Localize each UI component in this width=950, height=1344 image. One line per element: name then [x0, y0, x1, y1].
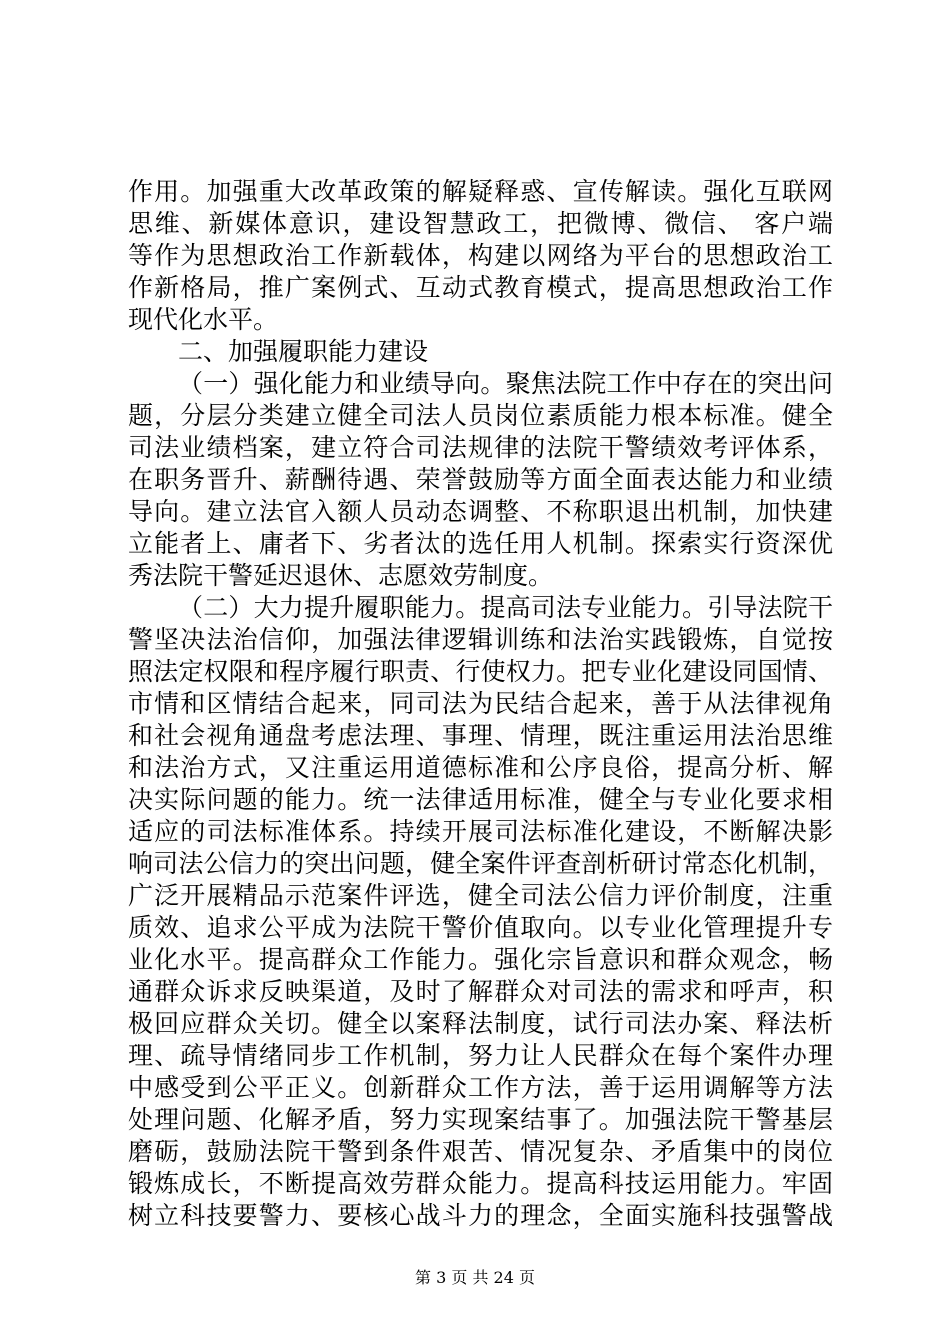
document-body [128, 176, 833, 1232]
text-line: 导向。建立法官入额人员动态调整、不称职退出机制，加快建 [128, 497, 833, 526]
text-line: 理、疏导情绪同步工作机制，努力让人民群众在每个案件办理 [128, 1041, 833, 1070]
text-line: 司法业绩档案，建立符合司法规律的法院干警绩效考评体系， [128, 433, 833, 462]
text-line: 照法定权限和程序履行职责、行使权力。把专业化建设同国情、 [128, 657, 833, 686]
text-line: （一）强化能力和业绩导向。聚焦法院工作中存在的突出问 [178, 369, 833, 398]
text-line: 处理问题、化解矛盾，努力实现案结事了。加强法院干警基层 [128, 1105, 833, 1134]
text-line: 磨砺，鼓励法院干警到条件艰苦、情况复杂、矛盾集中的岗位 [128, 1137, 833, 1166]
text-line: 锻炼成长，不断提高效劳群众能力。提高科技运用能力。牢固 [128, 1169, 833, 1198]
text-line: 业化水平。提高群众工作能力。强化宗旨意识和群众观念，畅 [128, 945, 833, 974]
text-line: 市情和区情结合起来，同司法为民结合起来，善于从法律视角 [128, 689, 833, 718]
page-footer: 第 3 页 共 24 页 [415, 1268, 535, 1287]
text-line: 题，分层分类建立健全司法人员岗位素质能力根本标准。健全 [128, 401, 833, 430]
text-line: 作用。加强重大改革政策的解疑释惑、宣传解读。强化互联网 [128, 177, 833, 206]
text-line: 极回应群众关切。健全以案释法制度，试行司法办案、释法析 [128, 1009, 833, 1038]
text-line: 适应的司法标准体系。持续开展司法标准化建设，不断解决影 [128, 817, 833, 846]
text-line: 二、加强履职能力建设 [178, 337, 429, 366]
text-line: 决实际问题的能力。统一法律适用标准，健全与专业化要求相 [128, 785, 833, 814]
text-line: 现代化水平。 [128, 305, 279, 334]
text-line: 作新格局，推广案例式、互动式教育模式，提高思想政治工作 [128, 273, 833, 302]
text-line: 等作为思想政治工作新载体，构建以网络为平台的思想政治工 [128, 241, 833, 270]
text-line: 立能者上、庸者下、劣者汰的选任用人机制。探索实行资深优 [128, 529, 833, 558]
text-line: （二）大力提升履职能力。提高司法专业能力。引导法院干 [178, 593, 833, 622]
text-line: 思维、新媒体意识，建设智慧政工，把微博、微信、 客户端 [128, 209, 833, 238]
text-line: 中感受到公平正义。创新群众工作方法，善于运用调解等方法 [128, 1073, 833, 1102]
text-line: 响司法公信力的突出问题，健全案件评查剖析研讨常态化机制， [128, 849, 833, 878]
text-line: 和社会视角通盘考虑法理、事理、情理，既注重运用法治思维 [128, 721, 833, 750]
text-line: 和法治方式，又注重运用道德标准和公序良俗，提高分析、解 [128, 753, 833, 782]
text-line: 通群众诉求反映渠道，及时了解群众对司法的需求和呼声，积 [128, 977, 833, 1006]
text-line: 树立科技要警力、要核心战斗力的理念，全面实施科技强警战 [128, 1201, 833, 1230]
text-line: 广泛开展精品示范案件评选，健全司法公信力评价制度，注重 [128, 881, 833, 910]
text-line: 秀法院干警延迟退休、志愿效劳制度。 [128, 561, 554, 590]
text-line: 警坚决法治信仰，加强法律逻辑训练和法治实践锻炼，自觉按 [128, 625, 833, 654]
text-line: 在职务晋升、薪酬待遇、荣誉鼓励等方面全面表达能力和业绩 [128, 465, 833, 494]
text-line: 质效、追求公平成为法院干警价值取向。以专业化管理提升专 [128, 913, 833, 942]
